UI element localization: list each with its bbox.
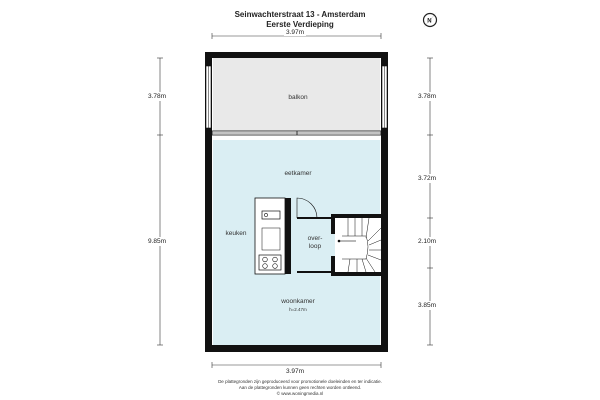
dim-left-balcony: 3.78m <box>148 93 167 100</box>
room-woonkamer-height: h=2.47m <box>289 307 307 312</box>
sink <box>262 211 280 219</box>
disclaimer-line3: © www.woningmedia.nl <box>276 391 324 396</box>
dim-left-total: 9.85m <box>148 238 167 245</box>
dim-right-balcony: 3.78m <box>418 93 437 100</box>
kitchen-wall <box>285 198 291 274</box>
address-title: Seinwachterstraat 13 - Amsterdam <box>234 10 366 19</box>
dim-width-bottom: 3.97m <box>286 368 305 375</box>
dim-right-woonkamer: 3.85m <box>418 302 437 309</box>
svg-text:N: N <box>427 18 432 25</box>
room-eetkamer: eetkamer <box>284 170 312 177</box>
stairwell <box>335 218 381 272</box>
room-balkon: balkon <box>288 94 308 101</box>
dim-right-eetkamer: 3.72m <box>418 175 437 182</box>
room-woonkamer: woonkamer <box>281 298 315 305</box>
floor-title: Eerste Verdieping <box>266 20 334 29</box>
top-wall <box>205 52 388 58</box>
stair-bottom-wall <box>331 272 381 276</box>
stair-top-wall <box>331 214 381 218</box>
room-keuken: keuken <box>225 230 247 237</box>
hob <box>259 255 281 270</box>
dim-width-top: 3.97m <box>286 29 305 36</box>
disclaimer-line2: Aan de plattegronden kunnen geen rechten worden ontleend. <box>238 385 362 390</box>
bottom-wall <box>205 345 388 352</box>
room-overloop-line2: loop <box>308 243 322 250</box>
dim-right-overloop: 2.10m <box>418 238 437 245</box>
disclaimer-line1: De plattegronden zijn geproduceerd voor promotionele doeleinden en ter indicatie. <box>218 379 382 384</box>
room-overloop-line1: over- <box>307 235 323 242</box>
